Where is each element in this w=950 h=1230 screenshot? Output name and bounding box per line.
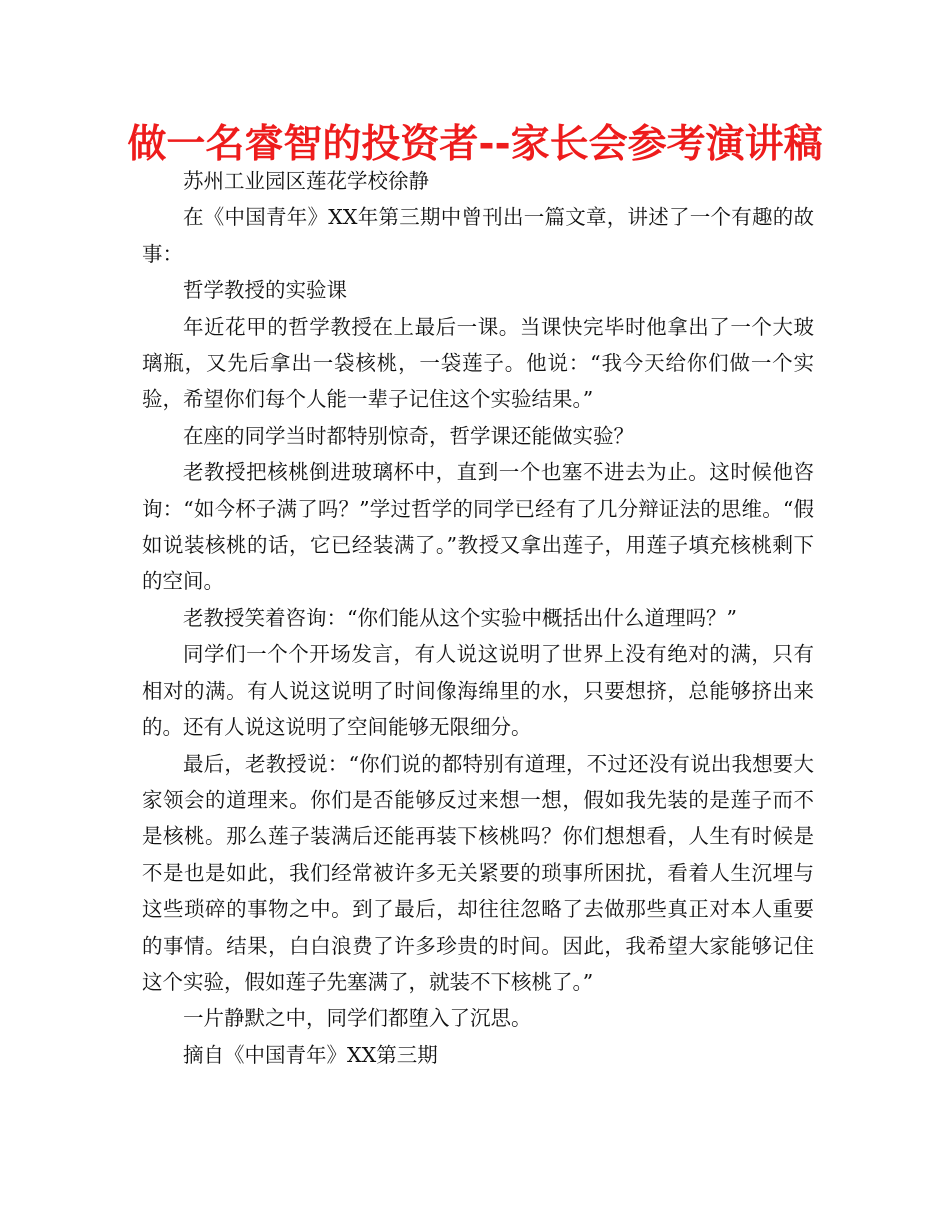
- paragraph: 同学们一个个开场发言，有人说这说明了世界上没有绝对的满，只有相对的满。有人说这说明了时间像海绵里的水，只要想挤，总能够挤出来的。还有人说这说明了空间能够无限细分。: [142, 642, 814, 740]
- document-title: 做一名睿智的投资者--家长会参考演讲稿: [127, 122, 823, 167]
- paragraph: 年近花甲的哲学教授在上最后一课。当课快完毕时他拿出了一个大玻璃瓶，又先后拿出一袋核桃，一袋莲子。他说：“我今天给你们做一个实验，希望你们每个人能一辈子记住这个实验结果。”: [142, 314, 814, 412]
- paragraph: 一片静默之中，同学们都堕入了沉思。: [183, 1006, 532, 1031]
- source-line: 摘自《中国青年》XX第三期: [183, 1042, 438, 1067]
- paragraph: 最后，老教授说：“你们说的都特别有道理，不过还没有说出我想要大家领会的道理来。你们是否能够反过来想一想，假如我先装的是莲子而不是核桃。那么莲子装满后还能再装下核桃吗？你们想想看，人生有时候是不是也是如此，我们经常被许多无关紧要的琐事所困扰，看着人生沉埋与这些琐碎的事物之中。到了最后，却往往忽略了去做那些真正对本人重要的事情。结果，白白浪费了许多珍贵的时间。因此，我希望大家能够记住这个实验，假如莲子先塞满了，就装不下核桃了。”: [142, 751, 814, 994]
- paragraph: 老教授把核桃倒进玻璃杯中，直到一个也塞不进去为止。这时候他咨询：“如今杯子满了吗？”学过哲学的同学已经有了几分辩证法的思维。“假如说装核桃的话，它已经装满了。”教授又拿出莲子，用莲子填充核桃剩下的空间。: [142, 460, 814, 594]
- paragraph: 在座的同学当时都特别惊奇，哲学课还能做实验？: [183, 423, 634, 448]
- author-line: 苏州工业园区莲花学校徐静: [183, 169, 429, 193]
- story-heading: 哲学教授的实验课: [183, 278, 347, 303]
- document-body: [142, 163, 814, 1073]
- paragraph: 老教授笑着咨询：“你们能从这个实验中概括出什么道理吗？”: [183, 605, 737, 630]
- paragraph: 在《中国青年》XX年第三期中曾刊出一篇文章，讲述了一个有趣的故事：: [142, 205, 814, 266]
